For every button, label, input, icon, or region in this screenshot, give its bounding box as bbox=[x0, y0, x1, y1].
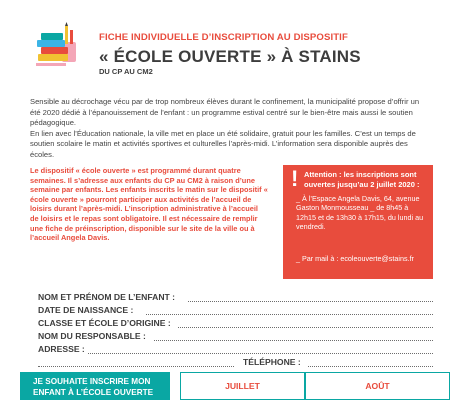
class-school-label: CLASSE ET ÉCOLE D’ORIGINE : bbox=[38, 318, 171, 328]
page-title: « ÉCOLE OUVERTE » À STAINS bbox=[99, 47, 361, 66]
intro-paragraph: Sensible au décrochage vécu par de trop nombreux élèves durant le confinement, la municipalité propose d’offrir un été 2020 dédié à l’épanouissement de l’enfant : un programme estival centré sur le bien-être mais aussi le soutien pédagogique. bbox=[30, 97, 420, 128]
attention-mail: _ Par mail à : ecoleouverte@stains.fr bbox=[296, 254, 414, 263]
phone-leading-line bbox=[38, 366, 234, 367]
attention-box bbox=[283, 165, 433, 279]
kicker-heading: FICHE INDIVIDUELLE D’INSCRIPTION AU DISPOSITIF bbox=[99, 32, 348, 43]
month-option-july[interactable]: JUILLET bbox=[180, 372, 305, 400]
phone-label: TÉLÉPHONE : bbox=[243, 357, 301, 367]
address-field[interactable] bbox=[88, 353, 433, 354]
child-name-field[interactable] bbox=[188, 301, 433, 302]
birth-date-field[interactable] bbox=[146, 314, 433, 315]
phone-field[interactable] bbox=[308, 366, 433, 367]
enroll-band bbox=[20, 372, 450, 400]
page-subtitle: DU CP AU CM2 bbox=[99, 67, 153, 76]
books-icon bbox=[32, 18, 84, 70]
form-row-address bbox=[38, 344, 433, 354]
form-row-guardian-name bbox=[38, 331, 433, 341]
program-notice: Le dispositif « école ouverte » est programmé durant quatre semaines. Il s’adresse aux enfants du CP au CM2 à raison d’une semaine par enfants. Les enfants inscrits le matin sur le dispositif « école ouverte » pourront participer aux activités de l’accueil de loisirs durant l’après-midi. L’inscription administrative à l’accueil de loisirs et le repas sont obligatoire. Il est nécessaire de remplir une fiche de préinscription, disponible sur le site de la ville ou à l’accueil Angela Davis. bbox=[30, 166, 268, 243]
attention-address: _ À l’Espace Angela Davis, 64, avenue Gaston Monmousseau _ de 8h45 à 12h15 et de 13h30 à 17h15, du lundi au vendredi. bbox=[296, 194, 424, 232]
intro-paragraph: En lien avec l’Éducation nationale, la ville met en place un été solidaire, gratuit pour les familles. C’est un temps de soutien scolaire le matin et activités sportives et culturelles l’après-midi. L’information sera disponible auprès des écoles. bbox=[30, 128, 416, 159]
enroll-label bbox=[20, 372, 170, 400]
guardian-name-label: NOM DU RESPONSABLE : bbox=[38, 331, 146, 341]
form-row-class-school bbox=[38, 318, 433, 328]
guardian-name-field[interactable] bbox=[154, 340, 433, 341]
enroll-label-line1: JE SOUHAITE INSCRIRE MON bbox=[33, 377, 151, 386]
address-label: ADRESSE : bbox=[38, 344, 85, 354]
form-row-birth-date bbox=[38, 305, 433, 315]
form-row-child-name bbox=[38, 292, 433, 302]
child-name-label: NOM ET PRÉNOM DE L’ENFANT : bbox=[38, 292, 176, 302]
attention-heading: Attention : les inscriptions sont ouvertes jusqu’au 2 juillet 2020 : bbox=[304, 170, 420, 189]
enroll-label-line2: ENFANT À L’ÉCOLE OUVERTE bbox=[33, 387, 154, 397]
class-school-field[interactable] bbox=[178, 327, 433, 328]
exclamation-icon: ! bbox=[291, 166, 299, 191]
birth-date-label: DATE DE NAISSANCE : bbox=[38, 305, 134, 315]
month-option-august[interactable]: AOÛT bbox=[305, 372, 450, 400]
intro-text bbox=[30, 97, 430, 161]
